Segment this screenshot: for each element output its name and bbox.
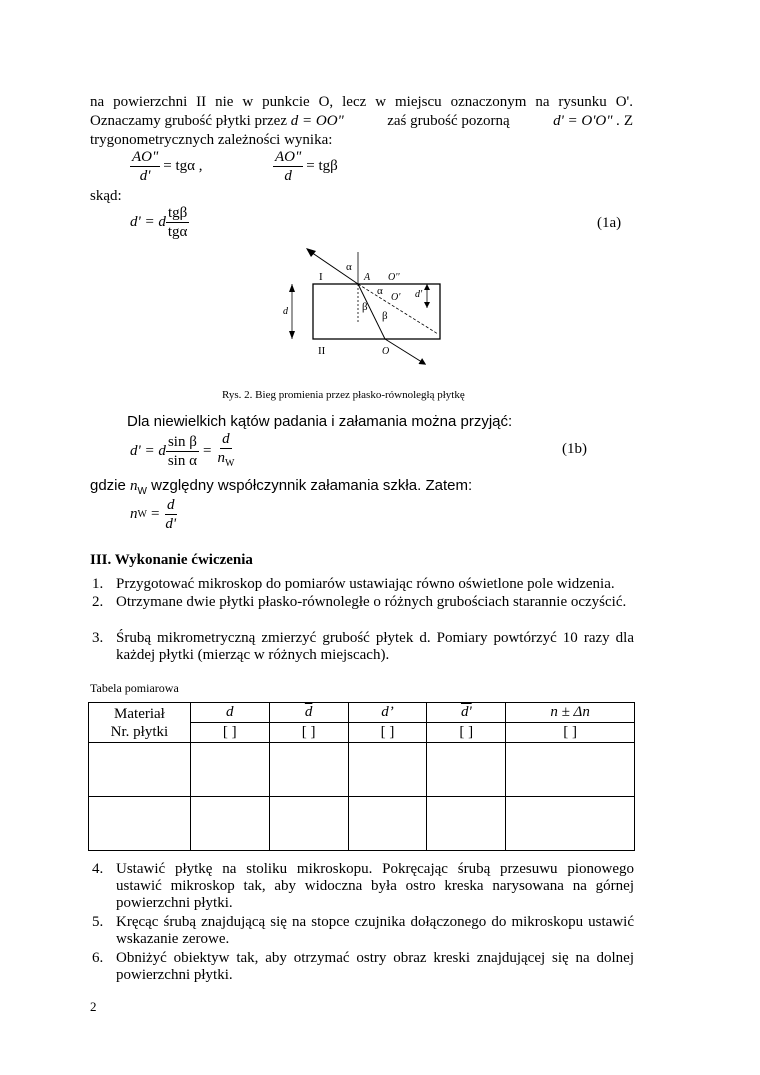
label-alpha-inner: α: [377, 285, 383, 297]
unit-cell: [ ]: [190, 723, 269, 743]
table-cell[interactable]: [269, 797, 348, 851]
unit-cell: [ ]: [427, 723, 506, 743]
unit-cell: [ ]: [269, 723, 348, 743]
table-header-row: [89, 703, 635, 723]
unit-cell: [ ]: [506, 723, 635, 743]
equation-label-1a: (1a): [597, 215, 622, 231]
list-item: 6. Obniżyć obiektyw tak, aby otrzymać ostry obraz kreski znajdującej się na dolnej powierzchni płytki.: [92, 950, 634, 983]
para3: gdzie $n_W$ względny współczynnik załamania szkła. Zatem:: [90, 477, 473, 497]
table-row: [89, 797, 635, 851]
unit-cell: [ ]: [348, 723, 427, 743]
label-A: A: [364, 272, 371, 283]
table-cell[interactable]: [348, 797, 427, 851]
table-cell[interactable]: [427, 797, 506, 851]
skad-label: skąd:: [90, 188, 122, 204]
list-item: 4. Ustawić płytkę na stoliku mikroskopu. Pokręcając śrubą przesuwu pionowego ustawić mikroskop tak, aby widoczna była ostro kreska narysowana na górnej powierzchni płytki.: [92, 861, 634, 911]
table-row: [89, 743, 635, 797]
equation-label-1b: (1b): [562, 441, 587, 457]
label-beta-right: β: [382, 310, 388, 322]
measurement-table: [88, 702, 635, 851]
section-heading: III. Wykonanie ćwiczenia: [90, 552, 253, 568]
header-d: d: [190, 703, 269, 723]
table-cell[interactable]: [89, 797, 191, 851]
para1-line3: trygonometrycznych zależności wynika:: [90, 132, 333, 148]
table-cell[interactable]: [89, 743, 191, 797]
table-caption: Tabela pomiarowa: [90, 681, 179, 695]
header-d-mean: $\overline{d}$: [269, 703, 348, 723]
list-item: 1. Przygotować mikroskop do pomiarów ustawiając równo oświetlone pole widzenia.: [92, 576, 615, 592]
equation-tg-beta: $\frac{AO"}{d}$ = tgβ: [275, 149, 338, 184]
header-material: Materiał Nr. płytki: [89, 703, 191, 743]
page-number: 2: [90, 999, 97, 1014]
list-item: 5. Kręcąc śrubą znajdującą się na stopce czujnika dołączonego do mikroskopu ustawić wskazanie zerowe.: [92, 914, 634, 947]
table-cell[interactable]: [190, 797, 269, 851]
table-cell[interactable]: [348, 743, 427, 797]
table-cell[interactable]: [427, 743, 506, 797]
list-item: 3. Śrubą mikrometryczną zmierzyć grubość płytek d. Pomiary powtórzyć 10 razy dla każdej płytki (mierząc w różnych miejscach).: [92, 630, 634, 663]
label-d-prime: d': [415, 289, 423, 300]
label-O-double: O'': [388, 272, 400, 283]
header-n-delta: n ± Δn: [506, 703, 635, 723]
para1-line2: Oznaczamy grubość płytki przez d = OO" zaś grubość pozorną d' = O'O" . Z: [90, 113, 633, 129]
equation-nw: n W = $\frac{d}{d'}$: [130, 497, 177, 532]
para1-line1: na powierzchni II nie w punkcie O, lecz w miejscu oznaczonym na rysunku O'.: [90, 94, 633, 110]
equation-tg-alpha: $\frac{AO"}{d'}$ = tgα ,: [132, 149, 203, 184]
table-cell[interactable]: [506, 797, 635, 851]
header-d-prime: d’: [348, 703, 427, 723]
figure-caption: Rys. 2. Bieg promienia przez płasko-równoległą płytkę: [222, 389, 465, 401]
label-alpha-top: α: [346, 261, 352, 273]
equation-1a: d' = d $\frac{\text{tgβ}}{\text{tgα}}$: [130, 205, 188, 240]
label-I: I: [319, 271, 323, 283]
label-II: II: [318, 345, 326, 357]
label-d: d: [283, 306, 288, 317]
table-cell[interactable]: [190, 743, 269, 797]
label-beta-left: β: [362, 301, 368, 313]
header-d-prime-mean: d': [427, 703, 506, 723]
para2: Dla niewielkich kątów padania i załamania można przyjąć:: [127, 413, 513, 430]
equation-1b: d' = d $\frac{\text{sin β}}{\text{sin α}}$ = $\frac{d}{n_W}$: [130, 431, 235, 469]
table-cell[interactable]: [269, 743, 348, 797]
label-O: O: [382, 346, 390, 357]
figure-ray-through-plate: [270, 242, 470, 372]
label-O-prime: O': [391, 292, 401, 303]
table-cell[interactable]: [506, 743, 635, 797]
list-item: 2. Otrzymane dwie płytki płasko-równoległe o różnych grubościach starannie oczyścić.: [92, 594, 627, 610]
